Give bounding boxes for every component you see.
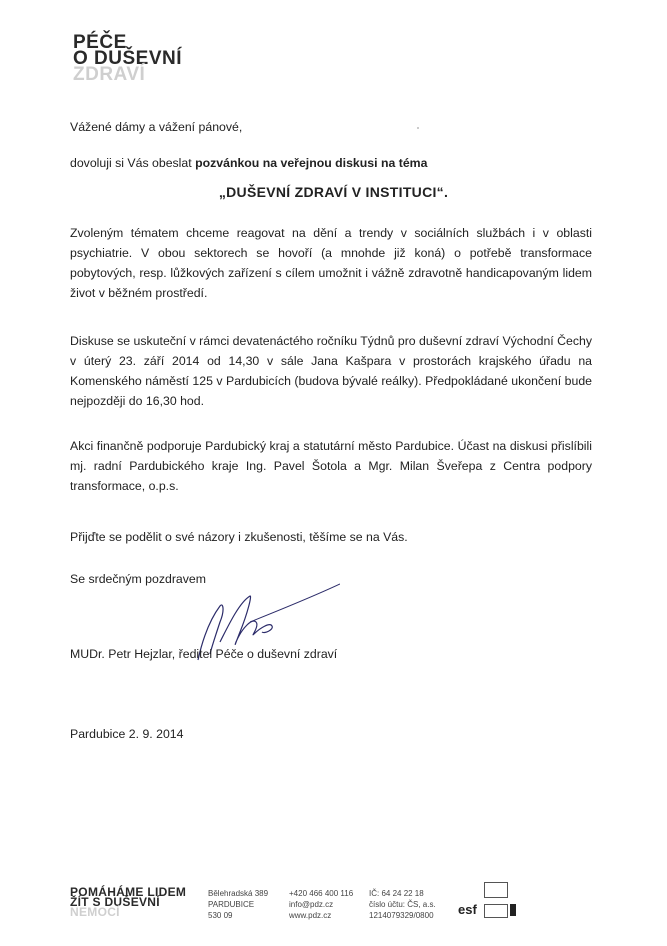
signatory: MUDr. Petr Hejzlar, ředitel Péče o duševní zdraví xyxy=(70,647,338,661)
address-line: 530 09 xyxy=(208,911,233,920)
footer-contact xyxy=(289,888,353,921)
contact-email: info@pdz.cz xyxy=(289,900,334,909)
bank-name: číslo účtu: ČS, a.s. xyxy=(369,900,436,909)
place-and-date: Pardubice 2. 9. 2014 xyxy=(70,727,184,741)
paragraph-details: Diskuse se uskuteční v rámci devatenáctého ročníku Týdnů pro duševní zdraví Východní Čechy v úterý 23. září 2014 od 14,30 v sále Jana Kašpara v prostorách krajského úřadu na Komenského náměstí 125 v Pardubicích (budova bývalé reálky). Předpokládané ukončení bude nejpozději do 16,30 hod. xyxy=(70,334,592,408)
footer-logo-line-3: NEMOCÍ xyxy=(70,905,120,919)
paragraph-support: Akci finančně podporuje Pardubický kraj a statutární město Pardubice. Účast na diskusi přislíbili mj. radní Pardubického kraje Ing. Pavel Šotola a Mgr. Milan Šveřepa z Centra podpory transformace, o.p.s. xyxy=(70,439,592,493)
esf-logo: esf xyxy=(458,902,477,917)
logo-line-2: O DUŠEVNÍ xyxy=(73,48,183,69)
address-line: Bělehradská 389 xyxy=(208,889,269,898)
logo-line-1: PÉČE xyxy=(73,32,127,53)
company-id: IČ: 64 24 22 18 xyxy=(369,889,424,898)
paragraph-invitation: Přijďte se podělit o své názory i zkušenosti, těšíme se na Vás. xyxy=(70,530,408,544)
event-heading: „DUŠEVNÍ ZDRAVÍ V INSTITUCI“. xyxy=(218,184,449,200)
eu-flag-icon xyxy=(484,882,508,898)
eu-funding-logos xyxy=(458,874,598,922)
eu-flag-small-icon xyxy=(484,904,508,918)
footer-logo xyxy=(70,887,186,917)
intro-plain: dovoluji si Vás obeslat xyxy=(70,156,196,170)
closing-phrase: Se srdečným pozdravem xyxy=(70,572,207,586)
logo-line-3: ZDRAVÍ xyxy=(73,64,146,85)
footer-logo-line-1: POMÁHÁME LIDEM xyxy=(70,885,187,899)
bank-account: 1214079329/0800 xyxy=(369,911,434,920)
greeting: Vážené dámy a vážení pánové, xyxy=(70,120,243,134)
paragraph-topic: Zvoleným tématem chceme reagovat na dění a trendy v sociálních službách i v oblasti psychiatrie. V obou sektorech se hovoří (a mnohde již koná) o potřebě transformace pobytových, resp. lůžkových zařízení s cílem umožnit i vážně zdravotně handicapovaným lidem život v běžném prostředí. xyxy=(70,226,592,300)
address-line: PARDUBICE xyxy=(208,900,255,909)
contact-web: www.pdz.cz xyxy=(289,911,332,920)
footer-address xyxy=(208,888,268,921)
contact-phone: +420 466 400 116 xyxy=(289,889,354,898)
footer-ids xyxy=(369,888,436,921)
intro-bold: pozvánkou na veřejnou diskusi na téma xyxy=(195,156,428,170)
intro-line xyxy=(70,153,592,173)
ministry-logo-icon xyxy=(510,904,516,916)
organization-logo xyxy=(73,32,183,85)
footer-logo-line-2: ŽÍT S DUŠEVNÍ xyxy=(70,895,160,909)
